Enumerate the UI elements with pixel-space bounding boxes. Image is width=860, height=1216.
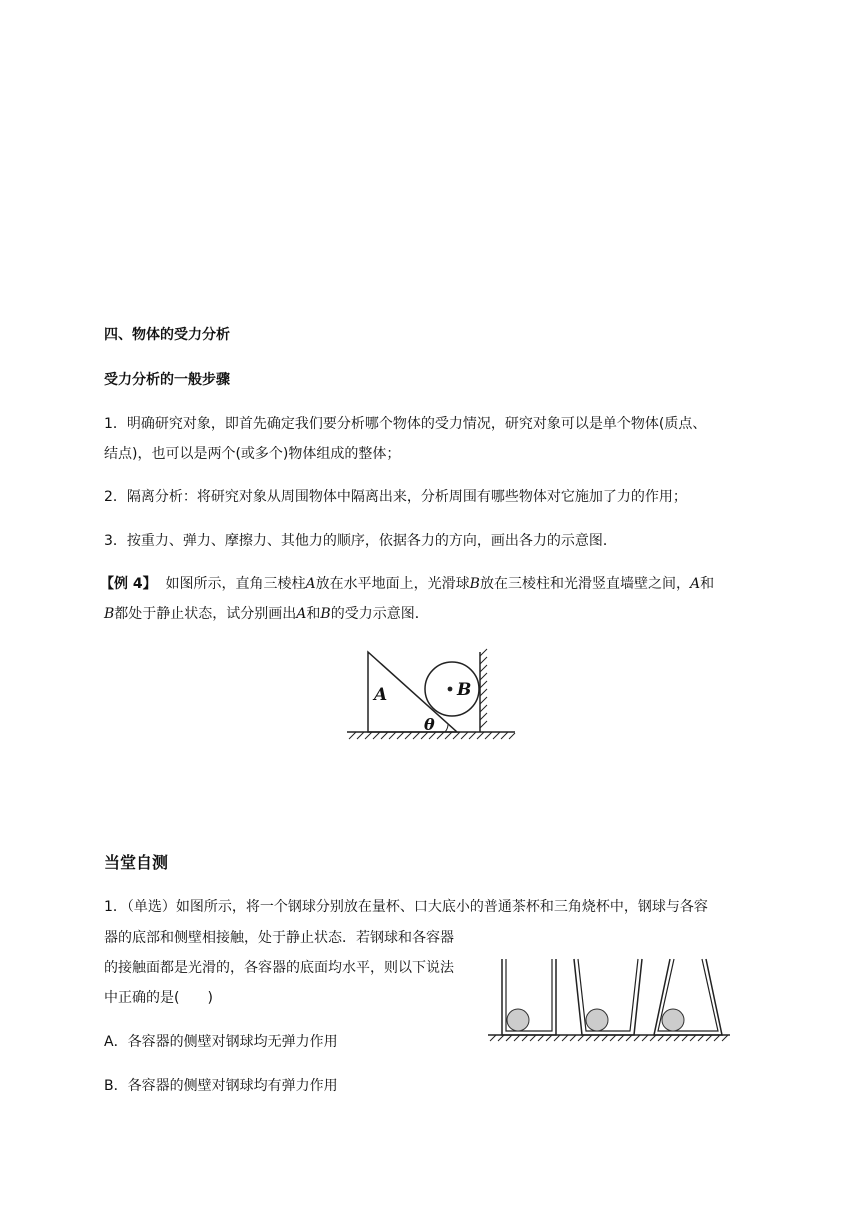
variable-b: B (104, 606, 115, 622)
example-text: 放在三棱柱和光滑竖直墙壁之间， (479, 576, 690, 592)
example-text: 如图所示，直角三棱柱 (165, 576, 306, 592)
option-a (104, 1032, 338, 1052)
section-title: 四、物体的受力分析 (104, 327, 230, 343)
subsection-title: 受力分析的一般步骤 (104, 372, 230, 388)
step-number: 2． (104, 489, 127, 505)
steel-ball (507, 1009, 529, 1031)
teacup (574, 959, 642, 1035)
option-letter: B． (104, 1078, 128, 1094)
step-text: 按重力、弹力、摩擦力、其他力的顺序，依据各力的方向，画出各力的示意图． (126, 533, 617, 549)
question-1-line-2: 器的底部和侧壁相接触，处于静止状态．若钢球和各容器 (104, 930, 454, 946)
ball-center-dot (448, 687, 453, 692)
example-text: 和 (700, 576, 715, 592)
example-text: 都处于静止状态，试分别画出 (114, 606, 297, 622)
example-line-1 (100, 574, 714, 594)
label-theta: θ (424, 715, 435, 734)
question-1-line-3: 的接触面都是光滑的，各容器的底面均水平，则以下说法 (104, 960, 454, 976)
example-text: 放在水平地面上，光滑球 (315, 576, 470, 592)
question-1-line-1 (104, 897, 708, 917)
label-b: B (457, 680, 472, 700)
example-text: 和 (306, 606, 321, 622)
example-text: 的受力示意图． (330, 606, 429, 622)
ground-hatching (490, 1035, 728, 1041)
wall-hatching (480, 649, 487, 728)
step-1-line-1 (104, 414, 706, 434)
step-number: 1． (104, 416, 127, 432)
variable-a: A (689, 576, 701, 592)
step-1-line-2: 结点)，也可以是两个(或多个)物体组成的整体； (104, 446, 401, 462)
quiz-title: 当堂自测 (104, 853, 169, 872)
variable-b: B (320, 606, 331, 622)
example-line-2 (104, 604, 429, 624)
question-1-line-4: 中正确的是( ) (104, 990, 213, 1006)
option-text: 各容器的侧壁对钢球均有弹力作用 (127, 1078, 338, 1094)
option-letter: A． (104, 1034, 128, 1050)
steel-ball (586, 1009, 608, 1031)
steel-ball (662, 1009, 684, 1031)
variable-a: A (296, 606, 307, 622)
step-number: 3． (104, 533, 127, 549)
example-label: 【例 4】 (100, 576, 157, 592)
variable-a: A (305, 576, 316, 592)
containers-figure (486, 953, 736, 1053)
step-text: 明确研究对象，即首先确定我们要分析哪个物体的受力情况，研究对象可以是单个物体(质点、 (126, 416, 707, 432)
step-2 (104, 487, 687, 507)
question-text: 如图所示，将一个钢球分别放在量杯、口大底小的普通茶杯和三角烧杯中，钢球与各容 (175, 899, 708, 915)
option-text: 各容器的侧壁对钢球均无弹力作用 (127, 1034, 338, 1050)
label-a: A (374, 685, 388, 705)
step-3 (104, 531, 617, 551)
variable-b: B (469, 576, 480, 592)
step-text: 隔离分析：将研究对象从周围物体中隔离出来，分析周围有哪些物体对它施加了力的作用； (126, 489, 687, 505)
question-type: （单选） (126, 899, 176, 915)
option-b (104, 1076, 338, 1096)
question-number: 1． (104, 899, 127, 915)
angle-arc (445, 724, 448, 732)
prism-ball-wall-figure (345, 646, 525, 746)
